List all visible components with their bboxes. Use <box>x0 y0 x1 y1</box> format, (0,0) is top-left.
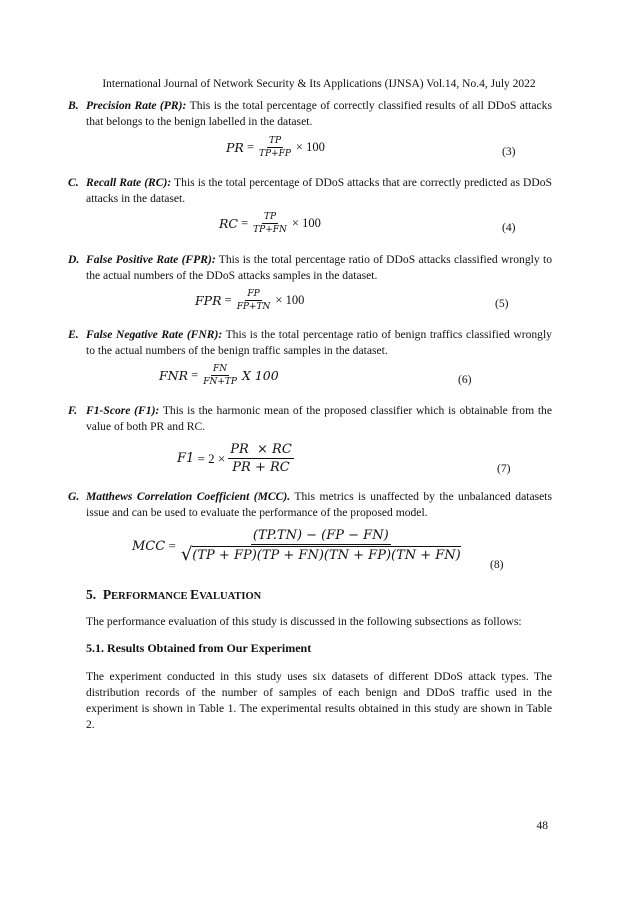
eq-multiplier: × 100 <box>291 216 321 230</box>
metric-f1 <box>68 403 552 435</box>
metric-desc: This metrics is unaffected by the unbalanced datasets issue and can be used to evaluate the performance of the proposed model. <box>86 490 552 519</box>
eq-numerator: FP <box>247 289 260 299</box>
eq-fraction <box>257 136 293 159</box>
eq-denominator: FP+TN <box>236 302 271 312</box>
equation-number: (3) <box>502 145 516 158</box>
eq-coefficient: 2 × <box>208 450 226 466</box>
eq-multiplier: × 100 <box>295 140 325 154</box>
eq-numerator: (TP.TN) − (FP − FN) <box>252 528 389 543</box>
section-title-rest2: VALUATION <box>199 591 262 602</box>
eq-fraction <box>251 212 289 235</box>
equation-number: (5) <box>495 297 509 310</box>
metric-recall <box>68 175 552 207</box>
square-root <box>181 546 461 564</box>
equation-fpr: FPR = $\frac{FP}{FP+TN}$ × 100 <box>195 289 305 312</box>
section-intro: The performance evaluation of this study is discussed in the following subsections as follows: <box>86 615 522 628</box>
metric-fnr <box>68 327 552 359</box>
eq-multiplier: X 100 <box>241 368 279 383</box>
eq-denominator <box>179 545 463 564</box>
equation-rc: RC = $\frac{TP}{TP+FN}$ × 100 <box>219 212 321 235</box>
equation-f1: F1 = 2 × $\frac{PR \times RC}{PR + RC}$ <box>177 442 292 475</box>
equation-mcc: MCC = (TP.TN) − (FP − FN) √ (TP + FP)(TP + FN)(TN + FP)(TN + FN) <box>132 528 461 565</box>
eq-fraction <box>201 364 239 387</box>
metric-term: Recall Rate (RC): <box>86 176 172 189</box>
eq-numerator: TP <box>268 136 281 146</box>
subsection-heading: 5.1. Results Obtained from Our Experiment <box>86 641 312 655</box>
item-letter: F. <box>68 404 78 417</box>
eq-lhs: MCC <box>132 538 166 554</box>
eq-denominator: TP+FP <box>259 149 291 159</box>
eq-denominator: PR + RC <box>232 460 290 475</box>
eq-lhs: FPR <box>195 293 222 308</box>
eq-fraction <box>235 289 273 312</box>
equation-number: (4) <box>502 221 516 234</box>
metric-desc: This is the harmonic mean of the proposed classifier which is obtainable from the value of both PR and RC. <box>86 404 552 433</box>
item-letter: B. <box>68 99 79 112</box>
section-heading <box>86 587 261 603</box>
equation-pr: PR = $\frac{TP}{TP+FP}$ × 100 <box>226 136 325 159</box>
metric-desc: This is the total percentage ratio of DDoS attacks classified wrongly to the actual numbers of the DDoS attacks samples in the dataset. <box>86 253 552 282</box>
eq-denominator: FN+TP <box>203 377 237 387</box>
item-letter: G. <box>68 490 80 503</box>
metric-fpr <box>68 252 552 284</box>
metric-term: False Positive Rate (FPR): <box>86 253 216 266</box>
eq-lhs: FNR <box>159 368 189 383</box>
page-number: 48 <box>536 820 548 832</box>
item-letter: D. <box>68 253 80 266</box>
equation-fnr: FNR = $\frac{FN}{FN+TP}$ X 100 <box>159 364 279 387</box>
eq-multiplier: × 100 <box>275 293 305 307</box>
item-letter: C. <box>68 176 79 189</box>
eq-numerator: PR × RC <box>230 442 292 457</box>
eq-fraction <box>228 442 294 475</box>
metric-desc: This is the total percentage of DDoS attacks that are correctly predicted as DDoS attacks in the dataset. <box>86 176 552 205</box>
body-paragraph: The experiment conducted in this study uses six datasets of different DDoS attack types. The distribution records of the number of samples of each benign and DDoS traffic used in the experiment is shown in Table 1. The experimental results obtained in this study are shown in Table 2. <box>86 670 552 731</box>
eq-lhs: PR <box>226 140 244 155</box>
metric-term: False Negative Rate (FNR): <box>86 328 223 341</box>
metric-desc: This is the total percentage ratio of benign traffics classified wrongly to the actual numbers of the benign traffic samples in the dataset. <box>86 328 552 357</box>
eq-numerator: TP <box>264 212 277 222</box>
radical-sign-icon: √ <box>180 544 193 565</box>
metric-mcc <box>68 489 552 521</box>
metric-term: Precision Rate (PR): <box>86 99 187 112</box>
metric-term: Matthews Correlation Coefficient (MCC). <box>86 490 291 503</box>
section-number: 5. <box>86 587 97 602</box>
metric-precision <box>68 98 552 130</box>
eq-fraction <box>179 528 463 564</box>
equation-number: (8) <box>490 558 504 571</box>
section-title-cap2: E <box>190 587 200 602</box>
section-title-cap1: P <box>102 587 112 602</box>
eq-lhs: F1 <box>177 451 195 466</box>
eq-denominator: TP+FN <box>253 225 287 235</box>
item-letter: E. <box>68 328 79 341</box>
eq-numerator: FN <box>213 364 228 374</box>
radicand: (TP + FP)(TP + FN)(TN + FP)(TN + FN) <box>192 548 461 563</box>
metric-desc: This is the total percentage of correctly classified results of all DDoS attacks that belongs to the benign labelled in the dataset. <box>86 99 552 128</box>
metric-term: F1-Score (F1): <box>86 404 160 417</box>
equation-number: (6) <box>458 373 472 386</box>
equation-number: (7) <box>497 462 511 475</box>
journal-header: International Journal of Network Security & Its Applications (IJNSA) Vol.14, No.4, July 2022 <box>102 78 536 90</box>
eq-lhs: RC <box>219 216 238 231</box>
section-title-rest1: ERFORMANCE <box>111 591 191 602</box>
